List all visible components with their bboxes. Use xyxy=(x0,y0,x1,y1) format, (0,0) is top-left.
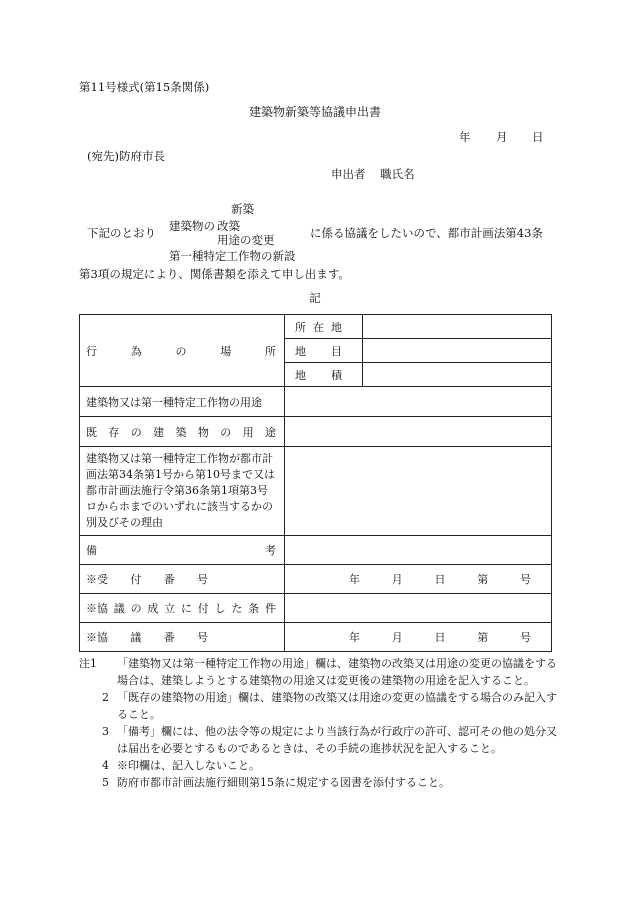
land-area-label-char: 積 xyxy=(331,368,342,382)
note-item xyxy=(79,774,559,791)
receipt-day: 日 xyxy=(434,572,446,586)
application-table xyxy=(79,314,552,652)
conditions-char: し xyxy=(214,601,226,615)
applicant-name-label: 職氏名 xyxy=(380,167,415,181)
location-label-cell xyxy=(80,315,285,387)
note-item xyxy=(79,757,559,774)
conditions-char: に xyxy=(180,601,192,615)
existing-use-char: の xyxy=(130,425,142,439)
land-area-label-cell xyxy=(285,363,363,387)
consult-char: 議 xyxy=(130,630,142,644)
date-day: 日 xyxy=(532,130,544,144)
conditions-input[interactable] xyxy=(285,593,552,622)
note-text: 「備考」欄には、他の法令等の規定により当該行為が行政庁の許可、認可その他の処分又は届出を必要とするものであるときは、その手続の進捗状況を記入すること。 xyxy=(117,725,557,756)
address-input[interactable] xyxy=(363,315,552,339)
remarks-char: 備 xyxy=(86,543,97,557)
conditions-char: ※協 xyxy=(86,601,108,615)
consult-year: 年 xyxy=(349,630,360,644)
form-number: 第11号様式(第15条関係) xyxy=(79,80,210,94)
consult-number-suffix: 号 xyxy=(520,630,531,644)
existing-use-input[interactable] xyxy=(285,417,552,447)
land-category-input[interactable] xyxy=(363,339,552,363)
addressee: (宛先)防府市長 xyxy=(87,149,165,163)
applicant-label: 申出者 xyxy=(331,167,366,181)
receipt-char: 付 xyxy=(130,572,142,586)
purpose-option-new: 新築 xyxy=(231,202,254,216)
conditions-char: 成 xyxy=(147,601,159,615)
receipt-number-suffix: 号 xyxy=(520,572,531,586)
existing-use-char: 建 xyxy=(153,425,165,439)
location-label-char: 場 xyxy=(220,344,232,358)
conditions-char: 件 xyxy=(264,601,276,615)
statement-line2: 第3項の規定により、関係書類を添えて申し出ます。 xyxy=(79,267,350,281)
conditions-char: た xyxy=(231,601,243,615)
consult-char: 番 xyxy=(163,630,175,644)
applicant-line xyxy=(331,168,415,182)
conditions-char: 条 xyxy=(248,601,260,615)
existing-use-label-cell xyxy=(80,417,285,447)
date-month: 月 xyxy=(496,130,508,144)
ki-heading: 記 xyxy=(309,291,321,305)
document-title: 建築物新築等協議申出書 xyxy=(248,105,381,119)
land-category-label-cell xyxy=(285,339,363,363)
note-number: 3 xyxy=(102,725,109,739)
location-label-char: 所 xyxy=(265,344,276,358)
purpose-building: 建築物の xyxy=(169,219,215,233)
note-number: 2 xyxy=(102,691,109,705)
note-text: 「建築物又は第一種特定工作物の用途」欄は、建築物の改築又は用途の変更の協議をする場合は、建築しようとする建築物の用途又は変更後の建築物の用途を記入すること。 xyxy=(117,657,557,688)
receipt-date-cell[interactable] xyxy=(285,564,552,593)
receipt-char: 番 xyxy=(163,572,175,586)
purpose-first-class: 第一種特定工作物の新設 xyxy=(169,249,296,263)
remarks-char: 考 xyxy=(265,543,276,557)
purpose-tail: に係る協議をしたいので、都市計画法第43条 xyxy=(310,226,543,240)
address-label-cell xyxy=(285,315,363,339)
purpose-statement xyxy=(87,203,557,263)
note-number: 5 xyxy=(102,776,109,790)
note-text: ※印欄は、記入しないこと。 xyxy=(117,759,260,773)
note-item xyxy=(79,689,559,723)
note-text: 防府市都市計画法施行細則第15条に規定する図書を添付すること。 xyxy=(117,776,450,790)
location-label-char: の xyxy=(175,344,187,358)
address-label-char: 地 xyxy=(331,320,342,334)
receipt-label-cell xyxy=(80,564,285,593)
consult-date-cell[interactable] xyxy=(285,622,552,651)
consult-number-prefix: 第 xyxy=(477,630,489,644)
conditions-label-cell xyxy=(80,593,285,622)
note-item xyxy=(79,723,559,757)
receipt-number-prefix: 第 xyxy=(477,572,489,586)
land-area-label-char: 地 xyxy=(295,368,306,382)
consult-char: 号 xyxy=(196,630,208,644)
consult-number-label-cell xyxy=(80,622,285,651)
purpose-lead: 下記のとおり xyxy=(87,226,156,240)
location-label-char: 為 xyxy=(130,344,142,358)
receipt-char: 号 xyxy=(196,572,208,586)
consult-month: 月 xyxy=(391,630,403,644)
existing-use-char: 築 xyxy=(175,425,187,439)
existing-use-char: 途 xyxy=(265,425,276,439)
use-label-cell: 建築物又は第一種特定工作物の用途 xyxy=(80,387,285,417)
location-label-char: 行 xyxy=(86,344,97,358)
address-label-char: 在 xyxy=(313,320,324,334)
conditions-char: 付 xyxy=(197,601,209,615)
conditions-char: 議 xyxy=(113,601,125,615)
land-category-label-char: 地 xyxy=(295,344,306,358)
receipt-month: 月 xyxy=(391,572,403,586)
applicability-label-cell: 建築物又は第一種特定工作物が都市計画法第34条第1号から第10号まで又は都市計画法施行令第36条第1項第3号ロからホまでのいずれに該当するかの別及びその理由 xyxy=(80,447,285,536)
conditions-char: の xyxy=(130,601,142,615)
remarks-label-cell xyxy=(80,535,285,564)
conditions-char: 立 xyxy=(164,601,176,615)
remarks-input[interactable] xyxy=(285,535,552,564)
receipt-char: ※受 xyxy=(86,572,108,586)
land-category-label-char: 目 xyxy=(331,344,342,358)
address-label-char: 所 xyxy=(295,320,306,334)
consult-char: ※協 xyxy=(86,630,108,644)
land-area-input[interactable] xyxy=(363,363,552,387)
note-text: 「既存の建築物の用途」欄は、建築物の改築又は用途の変更の協議をする場合のみ記入すること。 xyxy=(117,691,557,722)
existing-use-char: 既 xyxy=(86,425,97,439)
existing-use-char: の xyxy=(220,425,232,439)
date-year: 年 xyxy=(459,130,471,144)
receipt-year: 年 xyxy=(349,572,360,586)
purpose-option-rebuild: 改築 xyxy=(217,219,240,233)
consult-day: 日 xyxy=(434,630,446,644)
notes-section xyxy=(79,655,559,791)
note-number: 注1 xyxy=(79,657,97,670)
existing-use-char: 存 xyxy=(108,425,120,439)
note-item xyxy=(79,655,559,689)
existing-use-char: 物 xyxy=(197,425,209,439)
note-number: 4 xyxy=(102,759,109,773)
existing-use-char: 用 xyxy=(242,425,254,439)
use-input[interactable] xyxy=(285,387,552,417)
purpose-option-use-change: 用途の変更 xyxy=(217,233,275,247)
applicability-input[interactable] xyxy=(285,447,552,536)
